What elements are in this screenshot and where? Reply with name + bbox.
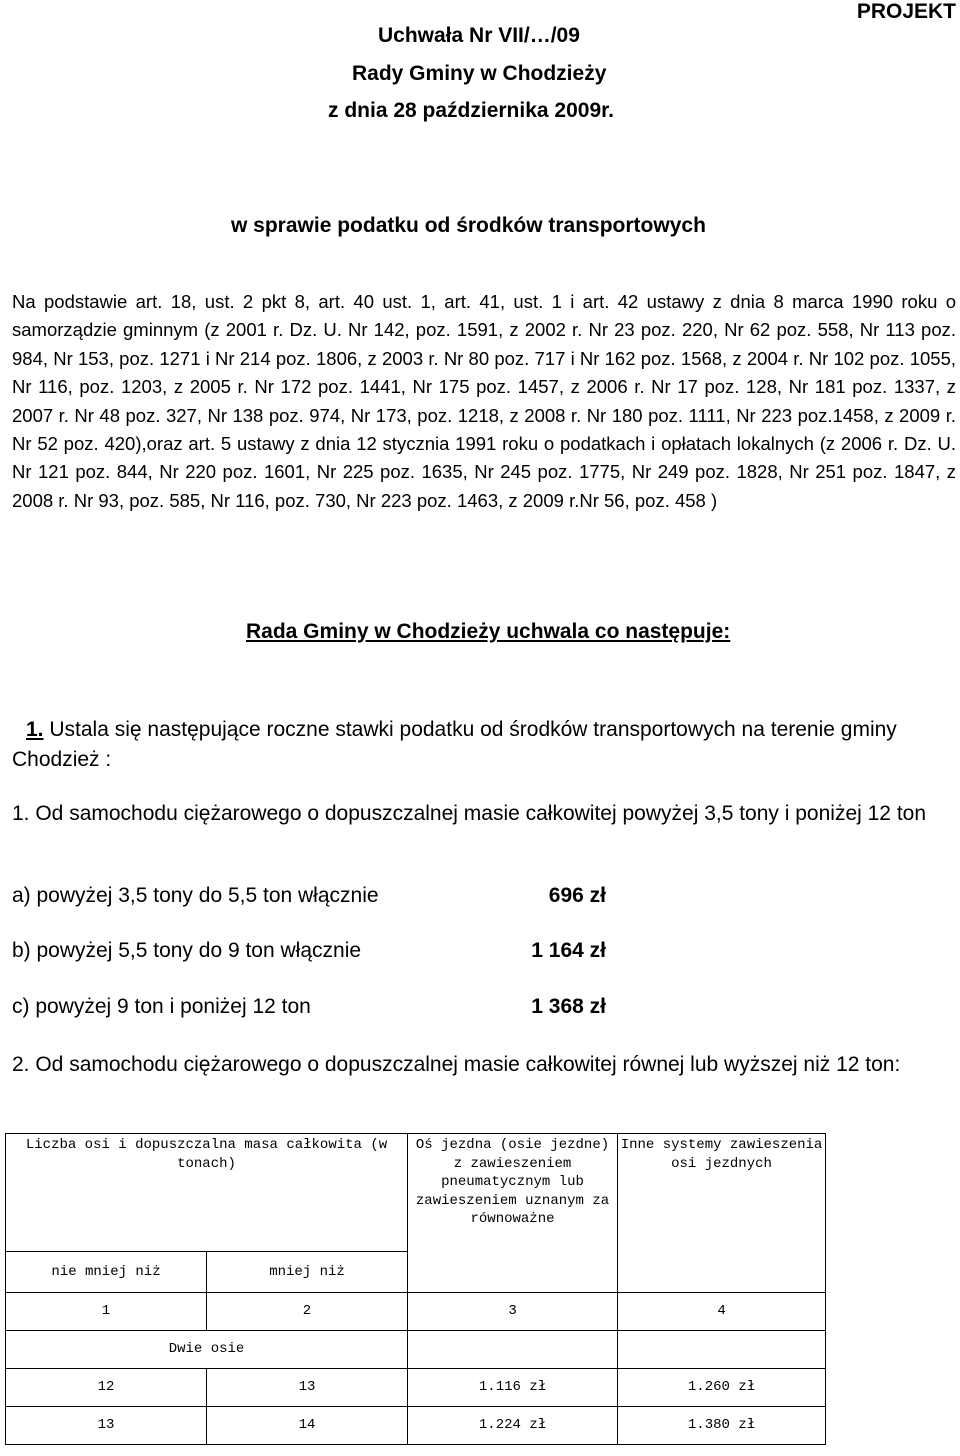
empty-cell (618, 1331, 826, 1369)
resolution-number: Uchwała Nr VII/…/09 (378, 24, 580, 47)
section-1-number: 1. (26, 718, 44, 741)
rate-c-label: c) powyżej 9 ton i poniżej 12 ton (12, 995, 311, 1018)
column-number: 3 (408, 1293, 618, 1331)
table-row (6, 1407, 826, 1445)
header-max: mniej niż (207, 1252, 408, 1293)
cell-to: 13 (207, 1369, 408, 1407)
legal-basis: Na podstawie art. 18, ust. 2 pkt 8, art. 40 ust. 1, art. 41, ust. 1 i art. 42 ustawy z dnia 8 marca 1990 roku o samorządzie gminnym (z 2001 r. Dz. U. Nr 142, poz. 1591, z 2002 r. Nr 23 poz. 220, Nr 62 poz. 558, Nr 113 poz. 984, Nr 153, poz. 1271 i Nr 214 poz. 1806, z 2003 r. Nr 80 poz. 717 i Nr 162 poz. 1568, z 2004 r. Nr 102 poz. 1055, Nr 116, poz. 1203, z 2005 r. Nr 172 poz. 1441, Nr 175 poz. 1457, z 2006 r. Nr 17 poz. 128, Nr 181 poz. 1337, z 2007 r. Nr 48 poz. 327, Nr 138 poz. 974, Nr 173, poz. 1218, z 2008 r. Nr 180 poz. 1111, Nr 223 poz.1458, z 2009 r. Nr 52 poz. 420),oraz art. 5 ustawy z dnia 12 stycznia 1991 roku o podatkach i opłatach lokalnych (z 2006 r. Dz. U. Nr 121 poz. 844, Nr 220 poz. 1601, Nr 225 poz. 1635, Nr 245 poz. 1775, Nr 249 poz. 1828, Nr 251 poz. 1847, z 2008 r. Nr 93, poz. 585, Nr 116, poz. 730, Nr 223 poz. 1463, z 2009 r.Nr 56, poz. 458 ) (12, 291, 956, 511)
table-row (6, 1369, 826, 1407)
header-axles-mass: Liczba osi i dopuszczalna masa całkowita (w tonach) (6, 1134, 408, 1252)
header-pneumatic: Oś jezdna (osie jezdne) z zawieszeniem pneumatycznym lub zawieszeniem uznanym za równoważne (408, 1134, 618, 1293)
resolution-date: z dnia 28 października 2009r. (328, 99, 614, 122)
rate-b-label: b) powyżej 5,5 tony do 9 ton włącznie (12, 939, 362, 962)
rate-a-value: 696 zł (548, 884, 606, 907)
cell-pneumatic: 1.224 zł (408, 1407, 618, 1445)
column-number: 1 (6, 1293, 207, 1331)
header-min: nie mniej niż (6, 1252, 207, 1293)
resolution-subject: w sprawie podatku od środków transportowych (231, 214, 706, 237)
section-1-text: Ustala się następujące roczne stawki podatku od środków transportowych na terenie gminy Chodzież : (12, 718, 897, 771)
cell-other: 1.260 zł (618, 1369, 826, 1407)
resolves-heading (246, 620, 730, 644)
rate-b-value: 1 164 zł (531, 939, 606, 962)
column-number: 2 (207, 1293, 408, 1331)
cell-from: 13 (6, 1407, 207, 1445)
resolves-text: Rada Gminy w Chodzieży uchwala co następuje: (246, 620, 731, 643)
cell-to: 14 (207, 1407, 408, 1445)
section-1 (12, 715, 956, 775)
rate-c-value: 1 368 zł (531, 995, 606, 1018)
point-1-text: 1. Od samochodu ciężarowego o dopuszczalnej masie całkowitej powyżej 3,5 tony i poniżej 12 ton (12, 802, 927, 825)
cell-pneumatic: 1.116 zł (408, 1369, 618, 1407)
council-name: Rady Gminy w Chodzieży (352, 62, 607, 85)
empty-cell (408, 1331, 618, 1369)
cell-from: 12 (6, 1369, 207, 1407)
header-other-suspension: Inne systemy zawieszenia osi jezdnych (618, 1134, 826, 1293)
project-label: PROJEKT (856, 0, 956, 23)
group-label: Dwie osie (6, 1331, 408, 1369)
column-number: 4 (618, 1293, 826, 1331)
tax-rate-table (5, 1133, 826, 1445)
cell-other: 1.380 zł (618, 1407, 826, 1445)
point-2-text: 2. Od samochodu ciężarowego o dopuszczalnej masie całkowitej równej lub wyższej niż 12 ton: (12, 1053, 901, 1076)
rate-a-label: a) powyżej 3,5 tony do 5,5 ton włącznie (12, 884, 379, 907)
